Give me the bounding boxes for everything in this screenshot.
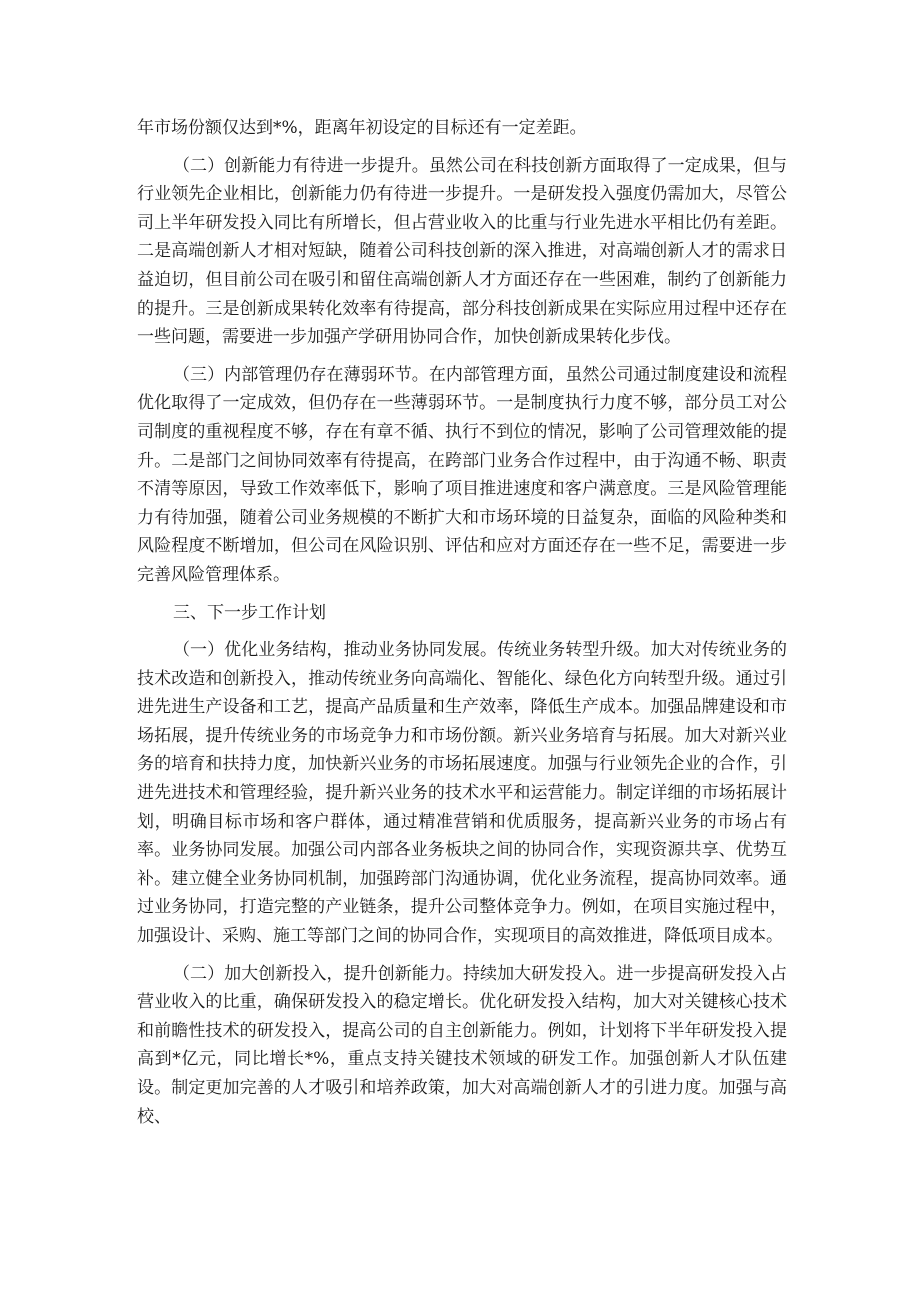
section-heading-next-steps: 三、下一步工作计划 [173, 602, 326, 623]
paragraph-internal-management: （三）内部管理仍存在薄弱环节。在内部管理方面，虽然公司通过制度建设和流程优化取得了一定成效，但仍存在一些薄弱环节。一是制度执行力度不够，部分员工对公司制度的重视程度不够，存在有章不循、执行不到位的情况，影响了公司管理效能的提升。二是部门之间协同效率有待提高，在跨部门业务合作过程中，由于沟通不畅、职责不清等原因，导致工作效率低下，影响了项目推进速度和客户满意度。三是风险管理能力有待加强，随着公司业务规模的不断扩大和市场环境的日益复杂，面临的风险种类和风险程度不断增加，但公司在风险识别、评估和应对方面还存在一些不足，需要进一步完善风险管理体系。 [137, 364, 787, 585]
paragraph-optimize-business-structure: （一）优化业务结构，推动业务协同发展。传统业务转型升级。加大对传统业务的技术改造和创新投入，推动传统业务向高端化、智能化、绿色化方向转型升级。通过引进先进生产设备和工艺，提高产品质量和生产效率，降低生产成本。加强品牌建设和市场拓展，提升传统业务的市场竞争力和市场份额。新兴业务培育与拓展。加大对新兴业务的培育和扶持力度，加快新兴业务的市场拓展速度。加强与行业领先企业的合作，引进先进技术和管理经验，提升新兴业务的技术水平和运营能力。制定详细的市场拓展计划，明确目标市场和客户群体，通过精准营销和优质服务，提高新兴业务的市场占有率。业务协同发展。加强公司内部各业务板块之间的协同合作，实现资源共享、优势互补。建立健全业务协同机制，加强跨部门沟通协调，优化业务流程，提高协同效率。通过业务协同，打造完整的产业链条，提升公司整体竞争力。例如，在项目实施过程中，加强设计、采购、施工等部门之间的协同合作，实现项目的高效推进，降低项目成本。 [137, 640, 787, 947]
paragraph-increase-innovation-investment: （二）加大创新投入，提升创新能力。持续加大研发投入。进一步提高研发投入占营业收入的比重，确保研发投入的稳定增长。优化研发投入结构，加大对关键核心技术和前瞻性技术的研发投入，提高公司的自主创新能力。例如，计划将下半年研发投入提高到*亿元，同比增长*%，重点支持关键技术领域的研发工作。加强创新人才队伍建设。制定更加完善的人才吸引和培养政策，加大对高端创新人才的引进力度。加强与高校、 [137, 963, 787, 1127]
paragraph-innovation-capability: （二）创新能力有待进一步提升。虽然公司在科技创新方面取得了一定成果，但与行业领先企业相比，创新能力仍有待进一步提升。一是研发投入强度仍需加大，尽管公司上半年研发投入同比有所增长，但占营业收入的比重与行业先进水平相比仍有差距。二是高端创新人才相对短缺，随着公司科技创新的深入推进，对高端创新人才的需求日益迫切，但目前公司在吸引和留住高端创新人才方面还存在一些困难，制约了创新能力的提升。三是创新成果转化效率有待提高，部分科技创新成果在实际应用过程中还存在一些问题，需要进一步加强产学研用协同合作，加快创新成果转化步伐。 [137, 155, 787, 348]
document-body [137, 114, 787, 1140]
paragraph-market-share-gap: 年市场份额仅达到*%，距离年初设定的目标还有一定差距。 [137, 118, 587, 138]
